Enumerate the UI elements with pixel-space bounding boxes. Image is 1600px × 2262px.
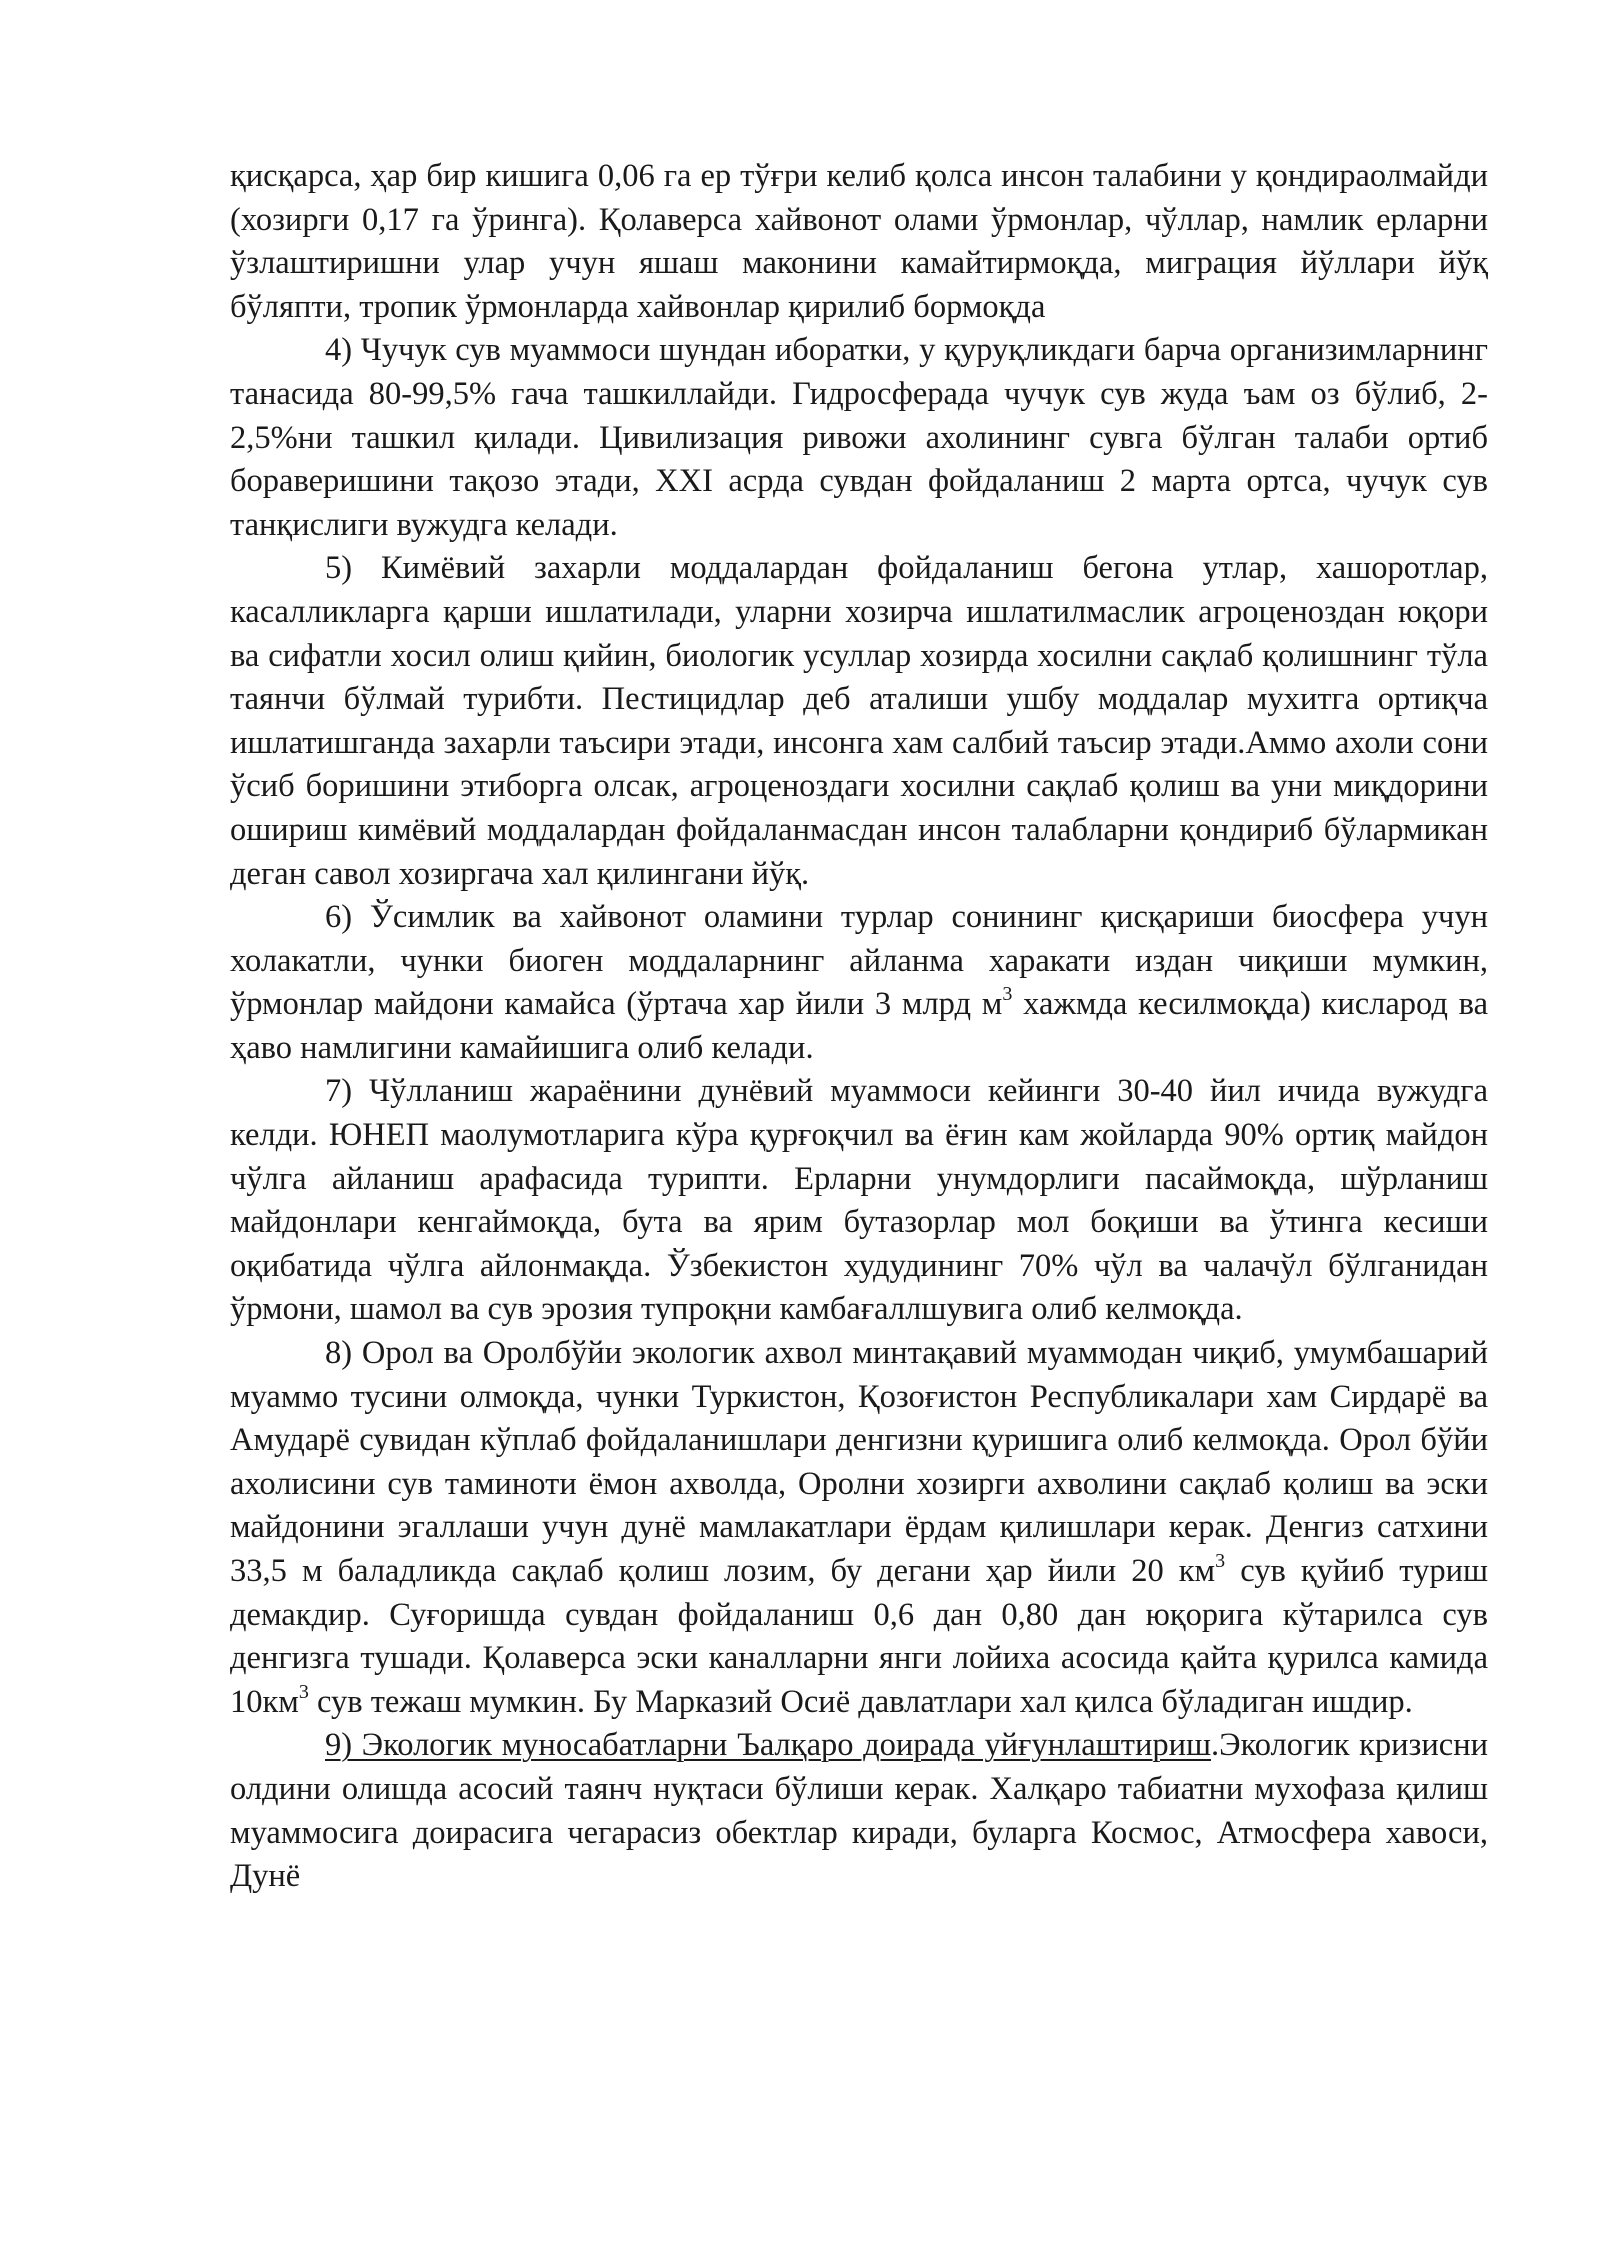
- document-page: [230, 155, 1488, 1899]
- paragraph-4-fresh-water: [230, 329, 1488, 547]
- paragraph-text: 5) Кимёвий захарли моддалардан фойдаланиш бегона утлар, хашоротлар, касалликларга қарши ишлатилади, уларни хозирча ишлатилмаслик агроценоздан юқори ва сифатли хосил олиш қийин, биологик усуллар хозирда хосилни сақлаб қолишнинг тўла таянчи бўлмай турибти. Пестицидлар деб аталиши ушбу моддалар мухитга ортиқча ишлатишганда захарли таъсири этади, инсонга хам салбий таъсир этади.Аммо ахоли сони ўсиб боришини этиборга олсак, агроценоздаги хосилни сақлаб қолиш ва уни миқдорини ошириш кимёвий моддалардан фойдаланмасдан инсон талабларни қондириб бўлармикан деган савол хозиргача хал қилингани йўқ.: [230, 550, 1488, 892]
- paragraph-text: 4) Чучук сув муаммоси шундан иборатки, у қуруқликдаги барча организимларнинг танасида 80-99,5% гача ташкиллайди. Гидросферада чучук сув жуда ъам оз бўлиб, 2-2,5%ни ташкил қилади. Цивилизация ривожи ахолининг сувга бўлган талаби ортиб бораверишини тақозо этади, XXI асрда сувдан фойдаланиш 2 марта ортса, чучук сув танқислиги вужудга келади.: [230, 332, 1488, 543]
- paragraph-7-desertification: [230, 1070, 1488, 1332]
- superscript: 3: [1215, 1550, 1226, 1572]
- paragraph-text: сув тежаш мумкин. Бу Марказий Осиё давлатлари хал қилса бўладиган ишдир.: [308, 1683, 1413, 1720]
- paragraph-5-chemicals: [230, 547, 1488, 896]
- paragraph-9-international: [230, 1724, 1488, 1898]
- paragraph-text: хажмда кесилмоқда) кисларод ва ҳаво намлигини камайишига олиб келади.: [230, 986, 1488, 1066]
- superscript: 3: [1002, 983, 1013, 1006]
- paragraph-text: 8) Орол ва Оролбўйи экологик ахвол минтақавий муаммодан чиқиб, умумбашарий муаммо тусини олмоқда, чунки Туркистон, Қозоғистон Республикалари хам Сирдарё ва Амударё сувидан кўплаб фойдаланишлари денгизни қуришига олиб келмоқда. Орол бўйи ахолисини сув таминоти ёмон ахволда, Оролни хозирги ахволини сақлаб қолиш ва эски майдонини эгаллаши учун дунё мамлакатлари ёрдам қилишлари керак. Денгиз сатхини 33,5 м баладликда сақлаб қолиш лозим, бу дегани ҳар йили 20 км: [230, 1335, 1488, 1589]
- paragraph-8-aral-sea: [230, 1332, 1488, 1724]
- paragraph-continuation: [230, 155, 1488, 329]
- underlined-heading: 9) Экологик муносабатларни Ъалқаро доирада уйғунлаштириш: [325, 1727, 1212, 1764]
- paragraph-text: 6) Ўсимлик ва хайвонот оламини турлар сонининг қисқариши биосфера учун холакатли, чунки биоген моддаларнинг айланма харакати издан чиқиши мумкин, ўрмонлар майдони камайса (ўртача хар йили 3 млрд м: [230, 899, 1488, 1023]
- paragraph-text: .Экологик кризисни олдини олишда асосий таянч нуқтаси бўлиши керак. Халқаро табиатни мухофаза қилиш муаммосига доирасига чегарасиз обектлар киради, буларга Космос, Атмосфера хавоси, Дунё: [230, 1727, 1488, 1895]
- paragraph-6-species: [230, 896, 1488, 1070]
- paragraph-text: сув қуйиб туриш демакдир. Суғоришда сувдан фойдаланиш 0,6 дан 0,80 дан юқорига кўтарилса сув денгизга тушади. Қолаверса эски каналларни янги лойиха асосида қайта қурилса камида 10км: [230, 1553, 1488, 1720]
- paragraph-text: 7) Чўлланиш жараёнини дунёвий муаммоси кейинги 30-40 йил ичида вужудга келди. ЮНЕП маолумотларига кўра қурғоқчил ва ёғин кам жойларда 90% ортиқ майдон чўлга айланиш арафасида турипти. Ерларни унумдорлиги пасаймоқда, шўрланиш майдонлари кенгаймоқда, бута ва ярим бутазорлар мол боқиши ва ўтинга кесиши оқибатида чўлга айлонмақда. Ўзбекистон худудининг 70% чўл ва чалачўл бўлганидан ўрмони, шамол ва сув эрозия тупроқни камбағаллшувига олиб келмоқда.: [230, 1073, 1488, 1328]
- superscript: 3: [298, 1680, 309, 1703]
- paragraph-text: қисқарса, ҳар бир кишига 0,06 га ер тўғри келиб қолса инсон талабини у қондираолмайди (хозирги 0,17 га ўринга). Қолаверса хайвонот олами ўрмонлар, чўллар, намлик ерларни ўзлаштиришни улар учун яшаш маконини камайтирмоқда, миграция йўллари йўқ бўляпти, тропик ўрмонларда хайвонлар қирилиб бормоқда: [230, 158, 1488, 325]
